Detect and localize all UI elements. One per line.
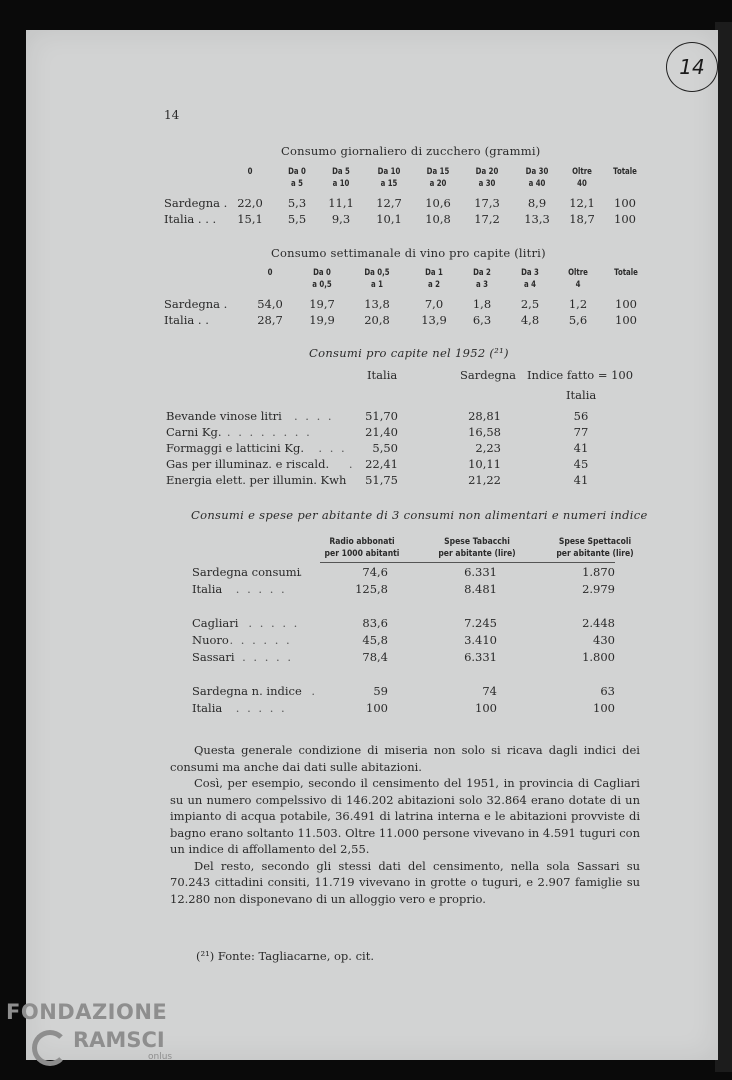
sugar-header-cell: Da 30 xyxy=(525,167,549,177)
nonfood-cell: 63 xyxy=(600,684,615,698)
nonfood-header-cell-sub: per 1000 abitanti xyxy=(324,549,400,559)
sugar-cell: 10,8 xyxy=(425,212,451,226)
sugar-cell: 9,3 xyxy=(331,212,351,226)
nonfood-cell: 3.410 xyxy=(464,633,497,647)
wine-header-cell-sub: 4 xyxy=(575,280,581,290)
wine-header-cell-sub: a 3 xyxy=(476,280,488,290)
footnote: (²¹) Fonte: Tagliacarne, op. cit. xyxy=(196,949,375,963)
percapita-col-italia: Italia xyxy=(367,368,398,382)
sugar-header-cell: Da 10 xyxy=(377,167,401,177)
sugar-cell: 18,7 xyxy=(569,212,595,226)
nonfood-row-label: Italia xyxy=(192,701,223,715)
nonfood-row-leader: . xyxy=(311,684,318,698)
percapita-row-leader: . xyxy=(348,457,355,471)
sugar-cell: 100 xyxy=(614,212,636,226)
wine-cell: 20,8 xyxy=(364,313,390,327)
nonfood-row-label: Sardegna n. indice xyxy=(192,684,302,698)
sugar-cell: 11,1 xyxy=(328,196,354,210)
percapita-sardegna-cell: 28,81 xyxy=(468,409,501,423)
wine-row-label: Italia . . xyxy=(164,313,209,327)
nonfood-cell: 59 xyxy=(373,684,388,698)
wine-cell: 4,8 xyxy=(520,313,540,327)
nonfood-row-leader: . . . . . xyxy=(235,701,287,715)
wine-header-cell: Da 1 xyxy=(425,268,443,278)
wine-table-title: Consumo settimanale di vino pro capite (litri) xyxy=(271,246,546,260)
percapita-italia-cell: 22,41 xyxy=(365,457,398,471)
wine-cell: 2,5 xyxy=(520,297,540,311)
percapita-sardegna-cell: 10,11 xyxy=(468,457,501,471)
sugar-header-cell: Da 0 xyxy=(288,167,306,177)
archive-page-stamp xyxy=(666,42,718,92)
sugar-header-cell-sub: 40 xyxy=(577,179,587,189)
sugar-cell: 10,6 xyxy=(425,196,451,210)
nonfood-cell: 74 xyxy=(482,684,497,698)
nonfood-row-label: Cagliari xyxy=(192,616,239,630)
sugar-header-cell-sub: a 15 xyxy=(380,179,398,189)
paragraph-3: Del resto, secondo gli stessi dati del censimento, nella sola Sassari su 70.243 cittadini consiti, 11.719 vivevano in grotte o tuguri, e 2.907 famiglie su 12.280 non disponevano di un alloggio vero e proprio. xyxy=(170,858,640,906)
percapita-col-indice-sub: Italia xyxy=(566,388,597,402)
nonfood-header-cell-sub: per abitante (lire) xyxy=(556,549,634,559)
watermark-line1: FONDAZIONE xyxy=(6,1000,168,1024)
percapita-sardegna-cell: 2,23 xyxy=(475,441,501,455)
nonfood-cell: 100 xyxy=(475,701,497,715)
percapita-italia-cell: 51,70 xyxy=(365,409,398,423)
wine-cell: 7,0 xyxy=(424,297,444,311)
watermark-sub: onlus xyxy=(148,1052,173,1062)
sugar-cell: 17,3 xyxy=(474,196,500,210)
wine-header-cell: Da 0,5 xyxy=(364,268,390,278)
nonfood-row-label: Nuoro xyxy=(192,633,229,647)
wine-cell: 5,6 xyxy=(568,313,588,327)
percapita-col-sardegna: Sardegna xyxy=(460,368,517,382)
sugar-cell: 17,2 xyxy=(474,212,500,226)
sugar-cell: 10,1 xyxy=(376,212,402,226)
sugar-row-label: Italia . . . xyxy=(164,212,217,226)
wine-cell: 13,9 xyxy=(421,313,447,327)
nonfood-row-label: Italia xyxy=(192,582,223,596)
percapita-row-leader: . . . xyxy=(318,441,347,455)
wine-cell: 54,0 xyxy=(257,297,283,311)
wine-row-label: Sardegna . xyxy=(164,297,228,311)
percapita-indice-cell: 77 xyxy=(573,425,589,439)
sugar-cell: 5,3 xyxy=(287,196,307,210)
nonfood-cell: 2.979 xyxy=(582,582,615,596)
nonfood-header-rule xyxy=(320,562,615,563)
sugar-cell: 5,5 xyxy=(287,212,307,226)
sugar-table-title: Consumo giornaliero di zucchero (grammi) xyxy=(281,144,541,158)
wine-header-cell: Totale xyxy=(614,268,638,278)
sugar-cell: 12,7 xyxy=(376,196,402,210)
wine-header-cell: 0 xyxy=(267,268,273,278)
wine-header-cell-sub: a 0,5 xyxy=(312,280,332,290)
nonfood-cell: 6.331 xyxy=(464,565,497,579)
nonfood-cell: 78,4 xyxy=(362,650,388,664)
sugar-cell: 100 xyxy=(614,196,636,210)
percapita-table-title: Consumi pro capite nel 1952 (²¹) xyxy=(309,346,509,360)
watermark-g-logo xyxy=(32,1030,68,1066)
nonfood-cell: 100 xyxy=(593,701,615,715)
percapita-indice-cell: 56 xyxy=(573,409,589,423)
sugar-header-cell: Oltre xyxy=(572,167,592,177)
wine-cell: 1,2 xyxy=(568,297,588,311)
sugar-row-label: Sardegna . xyxy=(164,196,228,210)
percapita-italia-cell: 51,75 xyxy=(365,473,398,487)
percapita-row-label: Energia elett. per illumin. Kwh xyxy=(166,473,347,487)
nonfood-row-leader: . . . . . xyxy=(235,582,287,596)
sugar-cell: 15,1 xyxy=(237,212,263,226)
archive-number: 14 xyxy=(679,55,705,79)
sugar-header-cell: Da 5 xyxy=(332,167,350,177)
wine-header-cell-sub: a 4 xyxy=(524,280,536,290)
nonfood-cell: 7.245 xyxy=(464,616,497,630)
watermark-line2: RAMSCI xyxy=(73,1028,165,1052)
nonfood-cell: 45,8 xyxy=(362,633,388,647)
wine-header-cell: Da 3 xyxy=(521,268,539,278)
percapita-sardegna-cell: 21,22 xyxy=(468,473,501,487)
sugar-header-cell-sub: a 40 xyxy=(528,179,546,189)
sugar-cell: 13,3 xyxy=(524,212,550,226)
sugar-header-cell-sub: a 10 xyxy=(332,179,350,189)
percapita-row-leader: . . . . xyxy=(294,409,334,423)
wine-cell: 100 xyxy=(615,297,637,311)
nonfood-header-cell: Spese Tabacchi xyxy=(444,537,510,547)
sugar-header-cell-sub: a 5 xyxy=(291,179,303,189)
nonfood-row-leader: . xyxy=(298,565,305,579)
percapita-row-label: Bevande vinose litri xyxy=(166,409,282,423)
sugar-header-cell: Da 15 xyxy=(426,167,450,177)
nonfood-cell: 83,6 xyxy=(362,616,388,630)
wine-cell: 6,3 xyxy=(472,313,492,327)
nonfood-header-cell: Spese Spettacoli xyxy=(558,537,632,547)
nonfood-cell: 125,8 xyxy=(355,582,388,596)
paragraph-2: Così, per esempio, secondo il censimento del 1951, in provincia di Cagliari su un numero compelssivo di 146.202 abitazioni solo 32.864 erano dotate di un impianto di acqua potabile, 36.491 di latrina interna e le abitazioni provviste di bagno erano soltanto 11.503. Oltre 11.000 persone vivevano in 4.591 tuguri con un indice di affollamento del 2,55. xyxy=(170,776,640,856)
percapita-col-indice: Indice fatto = 100 xyxy=(527,368,634,382)
percapita-sardegna-cell: 16,58 xyxy=(468,425,501,439)
sugar-header-cell: 0 xyxy=(247,167,253,177)
nonfood-cell: 6.331 xyxy=(464,650,497,664)
percapita-indice-cell: 45 xyxy=(573,457,589,471)
nonfood-cell: 1.870 xyxy=(582,565,615,579)
wine-cell: 13,8 xyxy=(364,297,390,311)
page-number: 14 xyxy=(164,108,180,122)
wine-cell: 100 xyxy=(615,313,637,327)
sugar-header-cell-sub: a 20 xyxy=(429,179,447,189)
nonfood-cell: 1.800 xyxy=(582,650,615,664)
wine-header-cell: Da 0 xyxy=(313,268,331,278)
nonfood-row-leader: . . . . . xyxy=(248,616,300,630)
paragraph-1: Questa generale condizione di miseria non solo si ricava dagli indici dei consumi ma anche dai dati sulle abitazioni. xyxy=(170,743,640,774)
sugar-header-cell: Da 20 xyxy=(475,167,499,177)
wine-cell: 19,9 xyxy=(309,313,335,327)
wine-cell: 1,8 xyxy=(472,297,492,311)
percapita-row-label: Formaggi e latticini Kg. xyxy=(166,441,304,455)
nonfood-cell: 100 xyxy=(366,701,388,715)
percapita-row-label: Carni Kg. xyxy=(166,425,222,439)
sugar-cell: 8,9 xyxy=(527,196,547,210)
wine-header-cell: Oltre xyxy=(568,268,588,278)
percapita-indice-cell: 41 xyxy=(573,441,589,455)
nonfood-cell: 8.481 xyxy=(464,582,497,596)
nonfood-table-title: Consumi e spese per abitante di 3 consumi non alimentari e numeri indice xyxy=(191,508,648,522)
sugar-header-cell: Totale xyxy=(613,167,637,177)
percapita-indice-cell: 41 xyxy=(573,473,589,487)
wine-cell: 28,7 xyxy=(257,313,283,327)
wine-cell: 19,7 xyxy=(309,297,335,311)
sugar-header-cell-sub: a 30 xyxy=(478,179,496,189)
wine-header-cell-sub: a 2 xyxy=(428,280,440,290)
nonfood-header-cell: Radio abbonati xyxy=(329,537,395,547)
percapita-italia-cell: 5,50 xyxy=(372,441,398,455)
percapita-row-label: Gas per illuminaz. e riscald. xyxy=(166,457,330,471)
sugar-cell: 12,1 xyxy=(569,196,595,210)
body-text xyxy=(170,742,640,907)
sugar-cell: 22,0 xyxy=(237,196,263,210)
nonfood-row-label: Sassari xyxy=(192,650,235,664)
nonfood-row-leader: . . . . . xyxy=(242,650,293,664)
wine-header-cell-sub: a 1 xyxy=(371,280,383,290)
nonfood-cell: 430 xyxy=(593,633,615,647)
percapita-italia-cell: 21,40 xyxy=(365,425,398,439)
nonfood-header-cell-sub: per abitante (lire) xyxy=(438,549,516,559)
percapita-row-leader: . . . . . . . . xyxy=(226,425,312,439)
nonfood-cell: 2.448 xyxy=(582,616,615,630)
nonfood-cell: 74,6 xyxy=(362,565,388,579)
nonfood-row-leader: . . . . . . xyxy=(229,633,292,647)
nonfood-row-label: Sardegna consumi xyxy=(192,565,301,579)
wine-header-cell: Da 2 xyxy=(473,268,491,278)
